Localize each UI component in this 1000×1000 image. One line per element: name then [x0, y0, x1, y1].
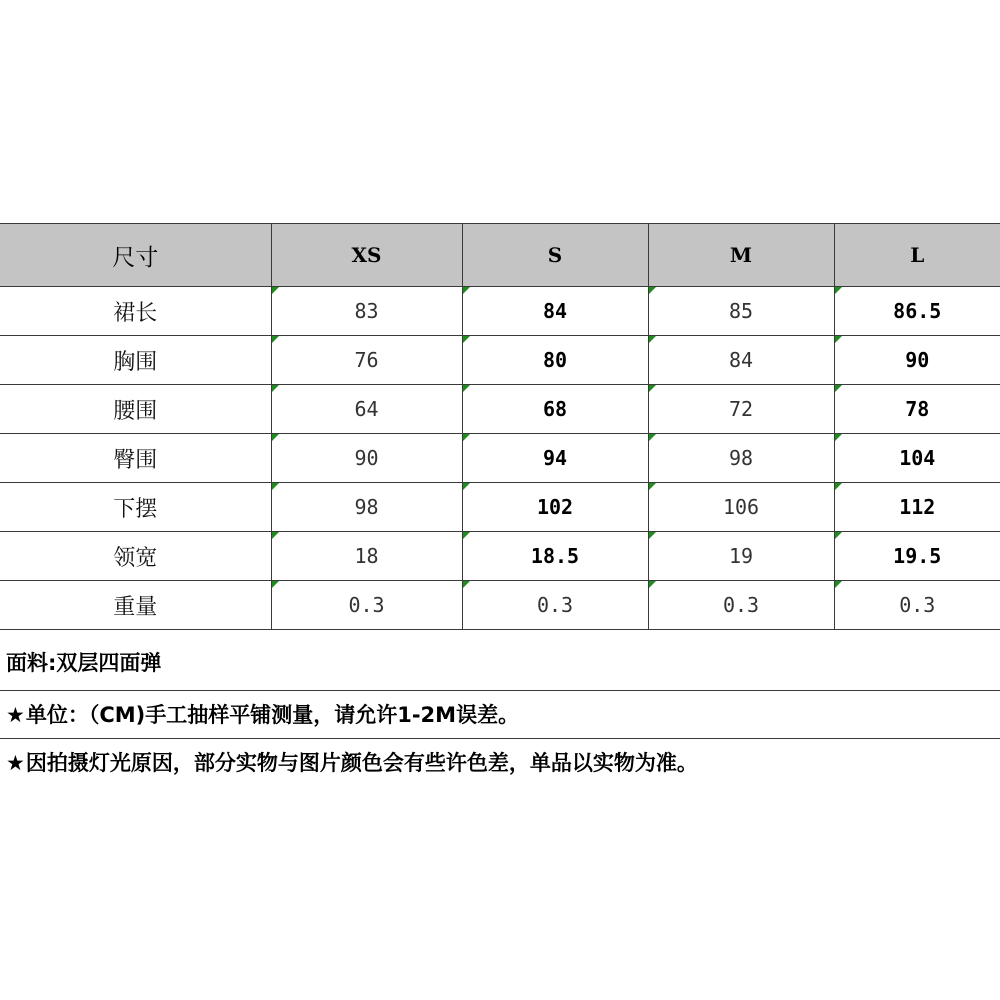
table-row [0, 336, 1000, 385]
row-label-hem: 下摆 [0, 483, 271, 532]
row-label-weight: 重量 [0, 581, 271, 630]
cell-value: 84 [648, 336, 834, 385]
table-row [0, 385, 1000, 434]
row-label-hip: 臀围 [0, 434, 271, 483]
cell-value: 0.3 [462, 581, 648, 630]
cell-value: 98 [648, 434, 834, 483]
cell-value: 64 [271, 385, 462, 434]
cell-value: 86.5 [834, 287, 1000, 336]
cell-value: 18 [271, 532, 462, 581]
cell-value: 112 [834, 483, 1000, 532]
row-label-bust: 胸围 [0, 336, 271, 385]
cell-value: 90 [834, 336, 1000, 385]
table-row [0, 287, 1000, 336]
fabric-note: 面料:双层四面弹 [0, 638, 1000, 691]
cell-value: 102 [462, 483, 648, 532]
cell-value: 18.5 [462, 532, 648, 581]
star-icon: ★ [6, 703, 25, 727]
cell-value: 78 [834, 385, 1000, 434]
cell-value: 85 [648, 287, 834, 336]
cell-value: 98 [271, 483, 462, 532]
table-row [0, 483, 1000, 532]
row-label-neck-width: 领宽 [0, 532, 271, 581]
cell-value: 76 [271, 336, 462, 385]
cell-value: 19.5 [834, 532, 1000, 581]
cell-value: 90 [271, 434, 462, 483]
cell-value: 104 [834, 434, 1000, 483]
row-label-waist: 腰围 [0, 385, 271, 434]
cell-value: 72 [648, 385, 834, 434]
cell-value: 0.3 [648, 581, 834, 630]
cell-value: 84 [462, 287, 648, 336]
cell-value: 94 [462, 434, 648, 483]
cell-value: 106 [648, 483, 834, 532]
header-row [0, 224, 1000, 287]
cell-value: 80 [462, 336, 648, 385]
notes-section [0, 638, 1000, 787]
size-chart-table [0, 223, 1000, 630]
cell-value: 0.3 [834, 581, 1000, 630]
table-row [0, 434, 1000, 483]
unit-note [0, 691, 1000, 739]
header-size-m: M [648, 224, 834, 287]
star-icon: ★ [6, 751, 25, 775]
table-row [0, 581, 1000, 630]
cell-value: 68 [462, 385, 648, 434]
cell-value: 83 [271, 287, 462, 336]
table-row [0, 532, 1000, 581]
row-label-skirt-length: 裙长 [0, 287, 271, 336]
cell-value: 0.3 [271, 581, 462, 630]
header-size-s: S [462, 224, 648, 287]
header-size-label: 尺寸 [0, 224, 271, 287]
unit-note-text: 单位：（CM)手工抽样平铺测量，请允许1-2M误差。 [25, 703, 520, 727]
header-size-l: L [834, 224, 1000, 287]
header-size-xs: XS [271, 224, 462, 287]
color-note-text: 因拍摄灯光原因，部分实物与图片颜色会有些许色差，单品以实物为准。 [25, 751, 698, 775]
cell-value: 19 [648, 532, 834, 581]
color-note [0, 739, 1000, 787]
